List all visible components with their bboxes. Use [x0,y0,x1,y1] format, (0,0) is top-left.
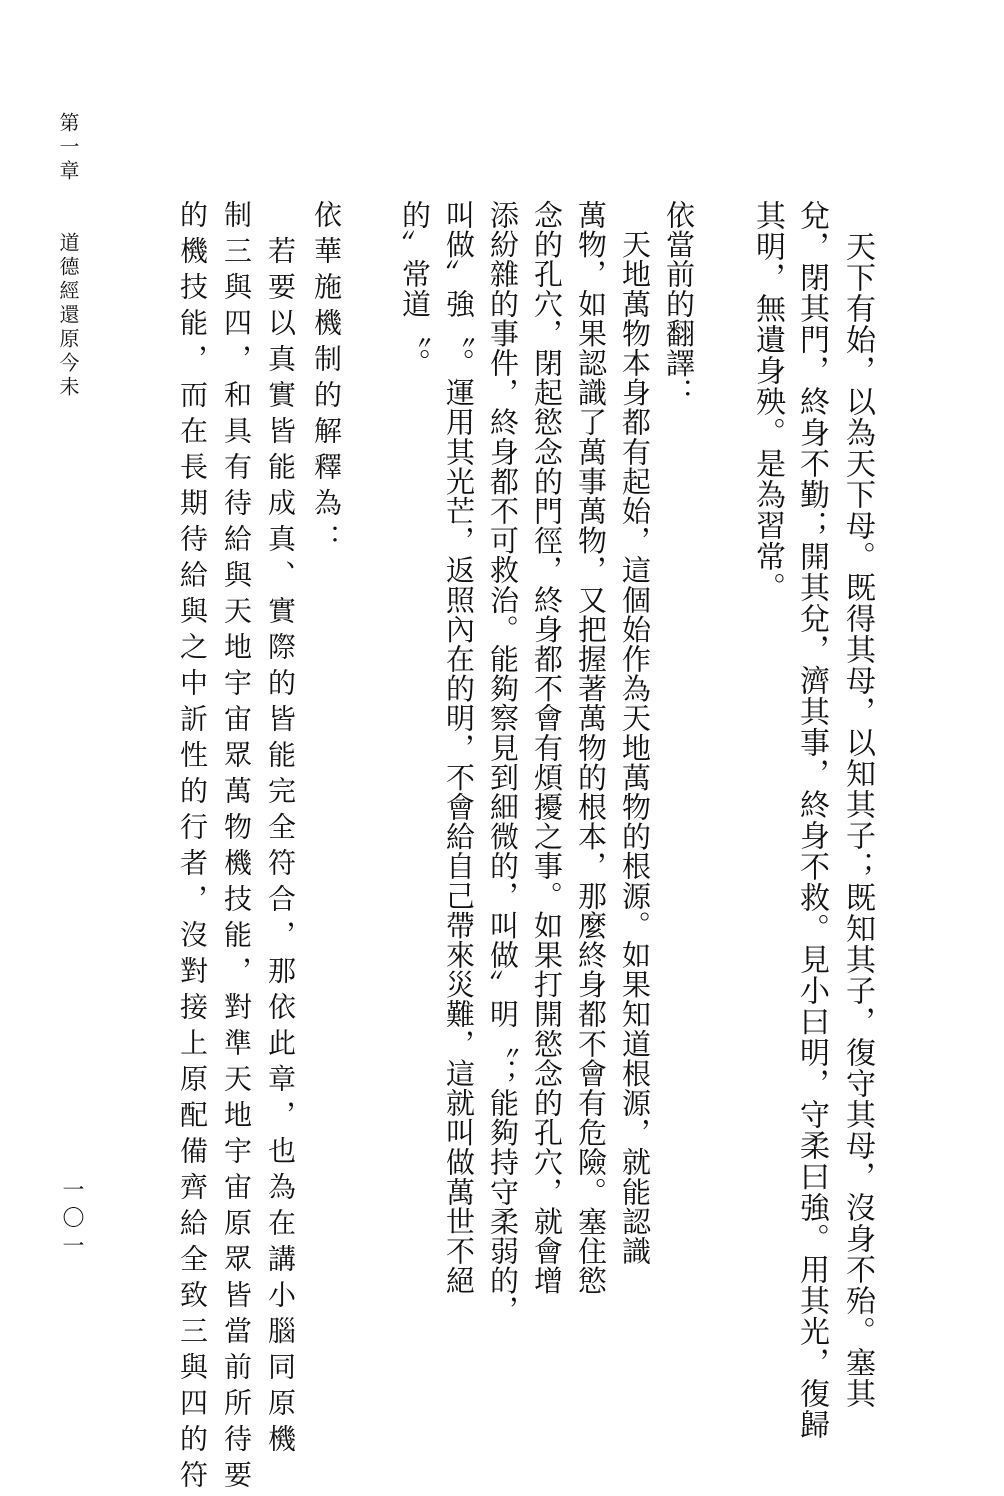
hua-explanation-line-2: 制三與四，和具有待給與天地宇宙眾萬物機技能，對準天地宇宙原眾皆當前所待要 [220,200,253,1496]
hua-explanation-line-1: 若要以真實皆能成真、實際的皆能完全符合，那依此章，也為在講小腦同原機 [264,200,297,1460]
translation-line-1: 天地萬物本身都有起始，這個始作為天地萬物的根源。如果知道根源，就能認識 [618,200,652,1266]
quote-line-1: 天下有始，以為天下母。既得其母，以知其子；既知其子，復守其母，沒身不殆。塞其 [840,200,875,1409]
page-number: 一〇一 [59,1178,84,1262]
quote-line-2: 兌，閉其門，終身不勤；開其兌，濟其事，終身不救。見小曰明，守柔曰強。用其光，復歸 [794,200,829,1440]
running-header [58,112,78,400]
translation-heading: 依當前的翻譯： [662,200,696,408]
translation-line-3: 念的孔穴，閉起慾念的門徑，終身都不會有煩擾之事。如果打開慾念的孔穴，就會增 [530,200,564,1296]
quote-line-3: 其明，無遺身殃。是為習常。 [750,200,785,603]
translation-line-6: 的〞常道〝。 [398,200,432,378]
hua-explanation-heading: 依華施機制的解釋為： [310,200,343,560]
chapter-label: 第一章 [56,112,80,184]
hua-explanation-line-3: 的機技能，而在長期待給與之中訢性的行者，沒對接上原配備齊給全致三與四的符 [176,200,209,1496]
book-title: 道德經還原今未 [56,232,80,400]
translation-line-2: 萬物，如果認識了萬事萬物，又把握著萬物的根本，那麼終身都不會有危險。塞住慾 [574,200,608,1296]
translation-line-5: 叫做〞強〝。運用其光芒，返照內在的明，不會給自己帶來災難，這就叫做萬世不絕 [442,200,476,1296]
translation-line-4: 添紛雜的事件，終身都不可救治。能夠察見到細微的，叫做〞明〝；能夠持守柔弱的， [486,200,520,1325]
